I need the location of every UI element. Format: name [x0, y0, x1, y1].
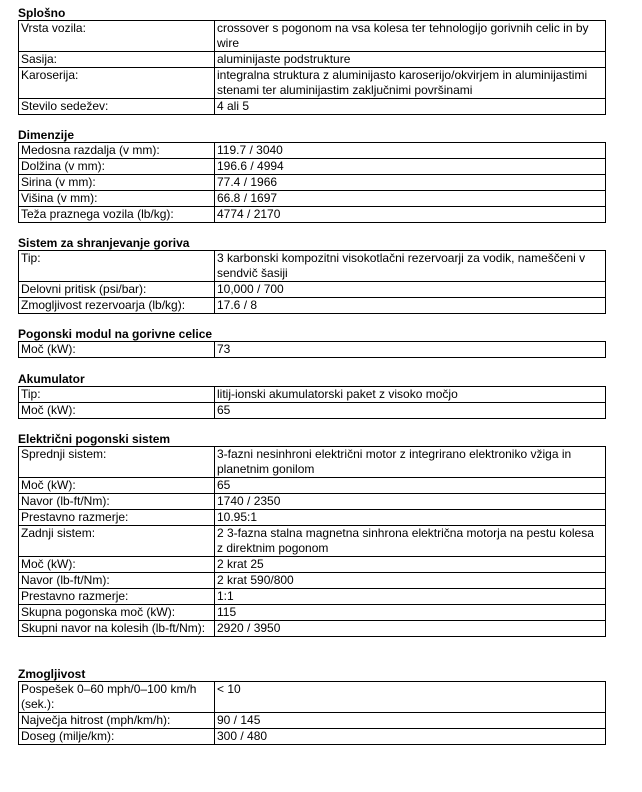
row-value: 65: [215, 403, 606, 419]
section-performance: [18, 667, 606, 745]
row-label: Sprednji sistem:: [19, 447, 215, 478]
row-value: 17.6 / 8: [215, 298, 606, 314]
spec-table: [18, 341, 606, 358]
row-value: 4774 / 2170: [215, 207, 606, 223]
section-title: Pogonski modul na gorivne celice: [18, 327, 213, 341]
row-value: 3-fazni nesinhroni električni motor z integrirano elektroniko vžiga in planetnim gonilom: [215, 447, 606, 478]
row-label: Tip:: [19, 387, 215, 403]
spec-table: [18, 446, 606, 637]
table-row: [19, 159, 606, 175]
row-value: 119.7 / 3040: [215, 143, 606, 159]
table-row: [19, 557, 606, 573]
spec-table: [18, 142, 606, 223]
table-row: [19, 52, 606, 68]
table-row: [19, 21, 606, 52]
row-value: 1740 / 2350: [215, 494, 606, 510]
row-label: Moč (kW):: [19, 478, 215, 494]
spec-document: [18, 6, 606, 745]
row-label: Vrsta vozila:: [19, 21, 215, 52]
table-row: [19, 68, 606, 99]
table-row: [19, 282, 606, 298]
row-label: Doseg (milje/km):: [19, 729, 215, 745]
table-row: [19, 478, 606, 494]
section-fuel-storage: [18, 236, 606, 314]
row-label: Navor (lb-ft/Nm):: [19, 494, 215, 510]
table-row: [19, 510, 606, 526]
table-row: [19, 143, 606, 159]
section-title: Zmogljivost: [18, 667, 86, 681]
row-label: Skupna pogonska moč (kW):: [19, 605, 215, 621]
table-row: [19, 605, 606, 621]
spec-table: [18, 250, 606, 314]
row-label: Prestavno razmerje:: [19, 589, 215, 605]
row-value: 65: [215, 478, 606, 494]
row-label: Moč (kW):: [19, 342, 215, 358]
table-row: [19, 729, 606, 745]
row-value: 10,000 / 700: [215, 282, 606, 298]
section-dimensions: [18, 128, 606, 223]
row-label: Dolžina (v mm):: [19, 159, 215, 175]
section-title: Akumulator: [18, 372, 85, 386]
row-label: Navor (lb-ft/Nm):: [19, 573, 215, 589]
section-fuel-cell-module: [18, 327, 606, 358]
row-value: 1:1: [215, 589, 606, 605]
section-title: Sistem za shranjevanje goriva: [18, 236, 190, 250]
row-label: Sasija:: [19, 52, 215, 68]
table-row: [19, 713, 606, 729]
row-label: Moč (kW):: [19, 557, 215, 573]
row-label: Tip:: [19, 251, 215, 282]
row-label: Medosna razdalja (v mm):: [19, 143, 215, 159]
row-value: crossover s pogonom na vsa kolesa ter tehnologijo gorivnih celic in by wire: [215, 21, 606, 52]
table-row: [19, 387, 606, 403]
section-general: [18, 6, 606, 115]
row-value: litij-ionski akumulatorski paket z visoko močjo: [215, 387, 606, 403]
section-title: Električni pogonski sistem: [18, 432, 171, 446]
row-label: Karoserija:: [19, 68, 215, 99]
table-row: [19, 99, 606, 115]
section-electric-drive: [18, 432, 606, 637]
row-label: Sirina (v mm):: [19, 175, 215, 191]
row-value: 66.8 / 1697: [215, 191, 606, 207]
spec-table: [18, 386, 606, 419]
table-row: [19, 403, 606, 419]
row-value: 73: [215, 342, 606, 358]
row-value: 2 3-fazna stalna magnetna sinhrona električna motorja na pestu kolesa z direktnim pogonom: [215, 526, 606, 557]
row-value: 10.95:1: [215, 510, 606, 526]
section-title: Splošno: [18, 6, 66, 20]
row-label: Skupni navor na kolesih (lb-ft/Nm):: [19, 621, 215, 637]
row-value: integralna struktura z aluminijasto karoserijo/okvirjem in aluminijastimi stenami ter aluminijastim zaključnimi površinami: [215, 68, 606, 99]
table-row: [19, 207, 606, 223]
table-row: [19, 342, 606, 358]
table-row: [19, 175, 606, 191]
row-label: Delovni pritisk (psi/bar):: [19, 282, 215, 298]
row-label: Pospešek 0–60 mph/0–100 km/h (sek.):: [19, 682, 215, 713]
row-value: 115: [215, 605, 606, 621]
section-title: Dimenzije: [18, 128, 75, 142]
row-value: 90 / 145: [215, 713, 606, 729]
table-row: [19, 494, 606, 510]
table-row: [19, 621, 606, 637]
row-value: aluminijaste podstrukture: [215, 52, 606, 68]
row-label: Prestavno razmerje:: [19, 510, 215, 526]
table-row: [19, 191, 606, 207]
row-label: Zadnji sistem:: [19, 526, 215, 557]
row-label: Stevilo sedežev:: [19, 99, 215, 115]
row-value: 2920 / 3950: [215, 621, 606, 637]
row-value: < 10: [215, 682, 606, 713]
row-value: 196.6 / 4994: [215, 159, 606, 175]
row-value: 2 krat 590/800: [215, 573, 606, 589]
row-value: 300 / 480: [215, 729, 606, 745]
row-label: Teža praznega vozila (lb/kg):: [19, 207, 215, 223]
table-row: [19, 298, 606, 314]
row-value: 77.4 / 1966: [215, 175, 606, 191]
spec-table: [18, 681, 606, 745]
row-label: Zmogljivost rezervoarja (lb/kg):: [19, 298, 215, 314]
spec-table: [18, 20, 606, 115]
row-label: Največja hitrost (mph/km/h):: [19, 713, 215, 729]
table-row: [19, 682, 606, 713]
table-row: [19, 573, 606, 589]
row-value: 2 krat 25: [215, 557, 606, 573]
row-value: 4 ali 5: [215, 99, 606, 115]
table-row: [19, 589, 606, 605]
row-label: Moč (kW):: [19, 403, 215, 419]
row-label: Višina (v mm):: [19, 191, 215, 207]
table-row: [19, 447, 606, 478]
table-row: [19, 526, 606, 557]
section-battery: [18, 372, 606, 419]
table-row: [19, 251, 606, 282]
row-value: 3 karbonski kompozitni visokotlačni rezervoarji za vodik, nameščeni v sendvič šasiji: [215, 251, 606, 282]
